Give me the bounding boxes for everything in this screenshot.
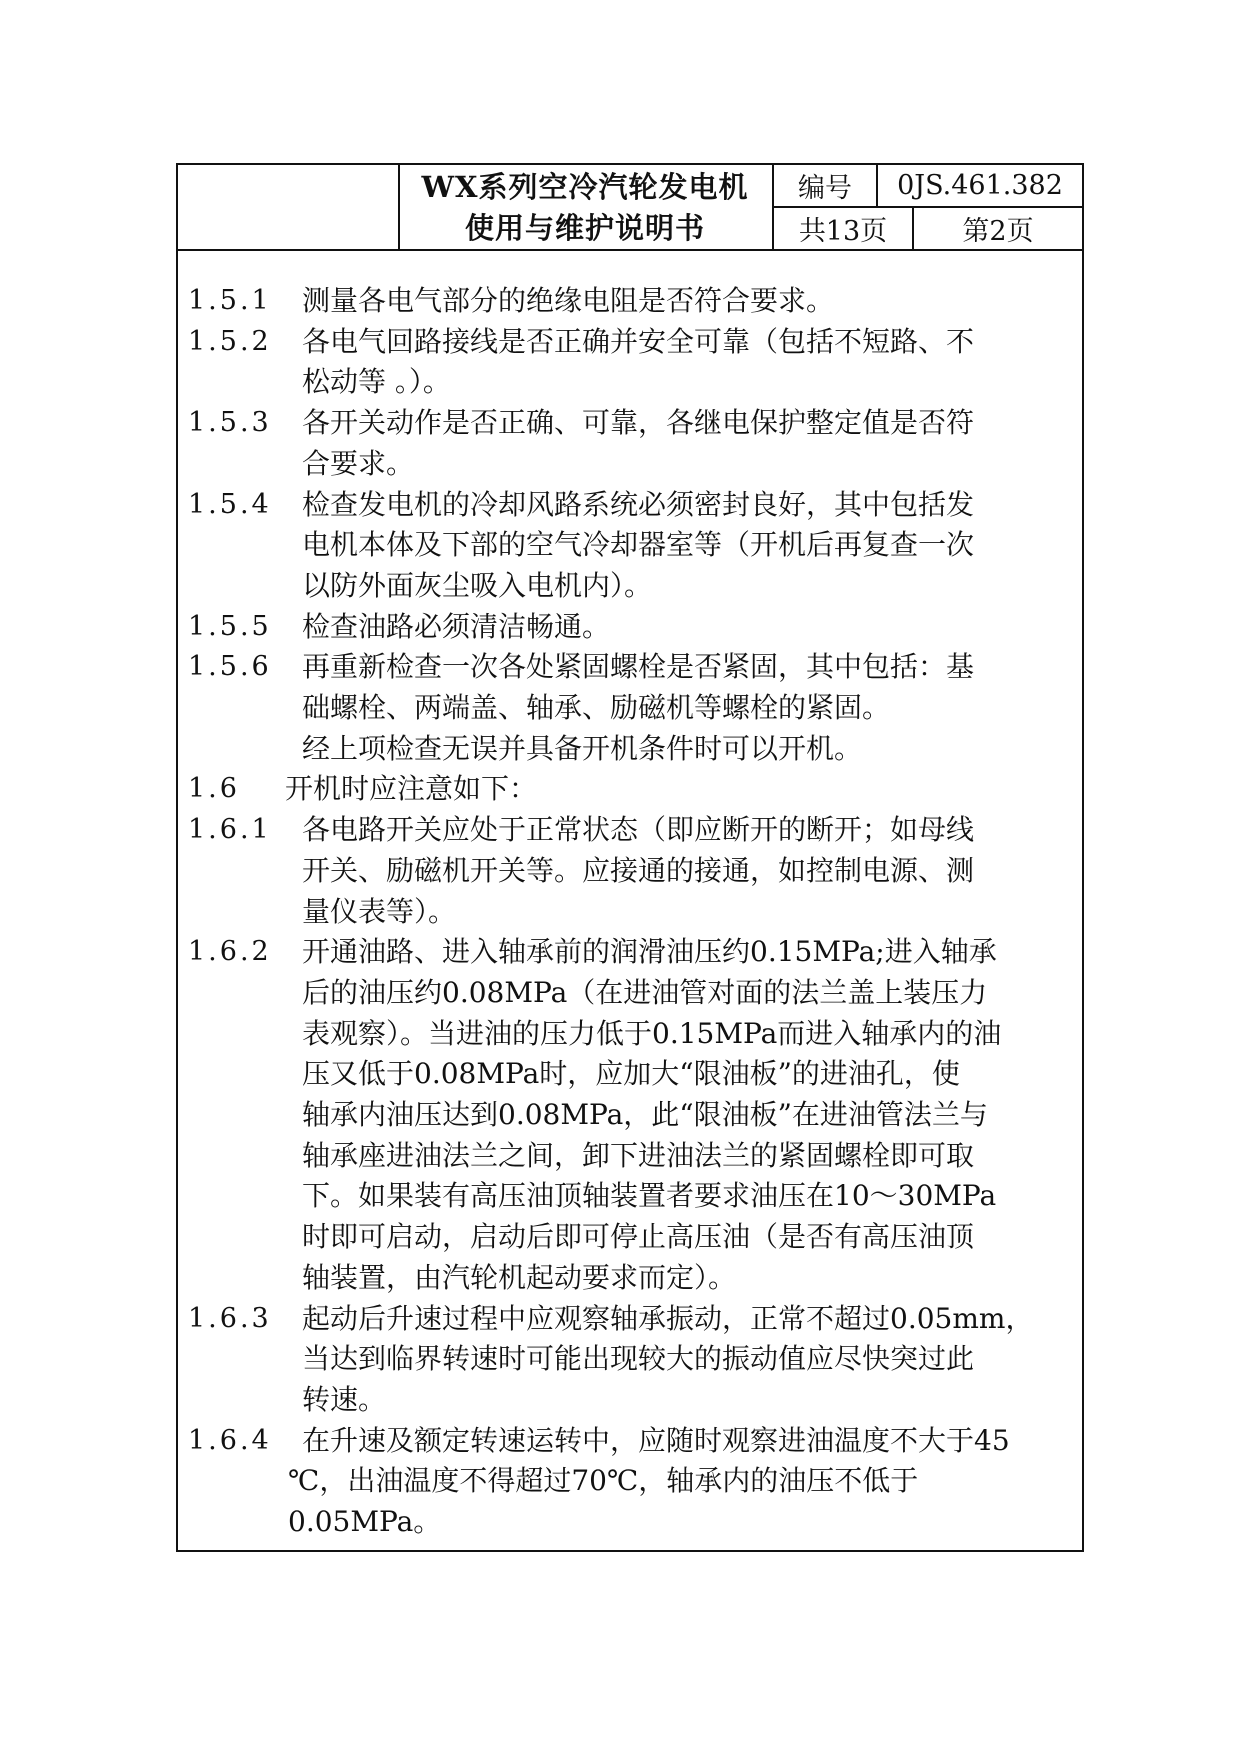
item-number: 1.6.3 xyxy=(188,1302,272,1334)
item-text-line: 表观察）。当进油的压力低于0.15MPa而进入轴承内的油 xyxy=(302,1016,1002,1050)
item-text-line: 下。如果装有高压油顶轴装置者要求油压在10～30MPa xyxy=(302,1179,997,1213)
item-text-line: 各电气回路接线是否正确并安全可靠（包括不短路、不 xyxy=(302,324,975,358)
item-text-line: 轴装置，由汽轮机起动要求而定）。 xyxy=(302,1260,737,1294)
item-text-line: 检查发电机的冷却风路系统必须密封良好，其中包括发 xyxy=(302,487,975,521)
item-text-line: 起动后升速过程中应观察轴承振动，正常不超过0.05mm， xyxy=(302,1301,1034,1335)
item-text-line: 轴承座进油法兰之间，卸下进油法兰的紧固螺栓即可取 xyxy=(302,1138,975,1172)
item-text-line: 在升速及额定转速运转中，应随时观察进油温度不大于45 xyxy=(302,1423,1010,1457)
code-label: 编号 xyxy=(798,173,852,204)
item-text-line: 开机时应注意如下： xyxy=(285,772,538,806)
item-text-line: 开通油路、进入轴承前的润滑油压约0.15MPa;进入轴承 xyxy=(302,935,997,969)
header-bottom-rule xyxy=(178,249,1082,251)
item-text-line: 后的油压约0.08MPa（在进油管对面的法兰盖上装压力 xyxy=(302,975,988,1009)
item-number: 1.5.4 xyxy=(188,488,272,520)
item-text-line: 松动等 。）。 xyxy=(302,365,451,399)
item-number: 1.6.4 xyxy=(188,1424,272,1456)
item-text-line: 量仪表等）。 xyxy=(302,894,457,928)
item-text-line: 检查油路必须清洁畅通。 xyxy=(302,609,611,643)
item-number: 1.5.3 xyxy=(188,407,272,439)
item-number: 1.5.6 xyxy=(188,651,272,683)
total-pages: 共13页 xyxy=(798,216,888,247)
current-page: 第2页 xyxy=(962,216,1034,247)
doc-title-line1: WX系列空冷汽轮发电机 xyxy=(421,170,749,204)
item-text-line: 各电路开关应处于正常状态（即应断开的断开；如母线 xyxy=(302,813,975,847)
item-number: 1.6.1 xyxy=(188,814,272,846)
item-number: 1.6.2 xyxy=(188,936,272,968)
item-text-line: 各开关动作是否正确、可靠，各继电保护整定值是否符 xyxy=(302,406,975,440)
item-text-line: 电机本体及下部的空气冷却器室等（开机后再复查一次 xyxy=(302,528,975,562)
item-text-line: 当达到临界转速时可能出现较大的振动值应尽快突过此 xyxy=(302,1342,975,1376)
item-text-line: 轴承内油压达到0.08MPa，此“限油板”在进油管法兰与 xyxy=(302,1098,988,1131)
item-text-line: 0.05MPa。 xyxy=(288,1505,442,1538)
item-text-line: ℃，出油温度不得超过70℃，轴承内的油压不低于 xyxy=(288,1464,919,1498)
item-text-line: 开关、励磁机开关等。应接通的接通，如控制电源、测 xyxy=(302,853,975,887)
item-text-line: 经上项检查无误并具备开机条件时可以开机。 xyxy=(302,731,863,765)
item-text-line: 础螺栓、两端盖、轴承、励磁机等螺栓的紧固。 xyxy=(302,691,891,724)
code-value: 0JS.461.382 xyxy=(897,170,1063,201)
item-text-line: 再重新检查一次各处紧固螺栓是否紧固，其中包括：基 xyxy=(302,650,975,684)
item-number: 1.5.1 xyxy=(188,285,272,316)
item-text-line: 合要求。 xyxy=(302,446,415,480)
doc-title-line2: 使用与维护说明书 xyxy=(464,211,705,245)
item-number: 1.5.5 xyxy=(188,610,272,642)
item-number: 1.5.2 xyxy=(188,325,272,357)
item-text-line: 转速。 xyxy=(302,1382,387,1416)
item-number: 1.6 xyxy=(188,773,240,805)
item-text-line: 压又低于0.08MPa时，应加大“限油板”的进油孔，使 xyxy=(302,1057,960,1091)
item-text-line: 时即可启动，启动后即可停止高压油（是否有高压油顶 xyxy=(302,1220,975,1254)
item-text-line: 测量各电气部分的绝缘电阻是否符合要求。 xyxy=(302,284,835,317)
item-text-line: 以防外面灰尘吸入电机内）。 xyxy=(302,568,653,602)
